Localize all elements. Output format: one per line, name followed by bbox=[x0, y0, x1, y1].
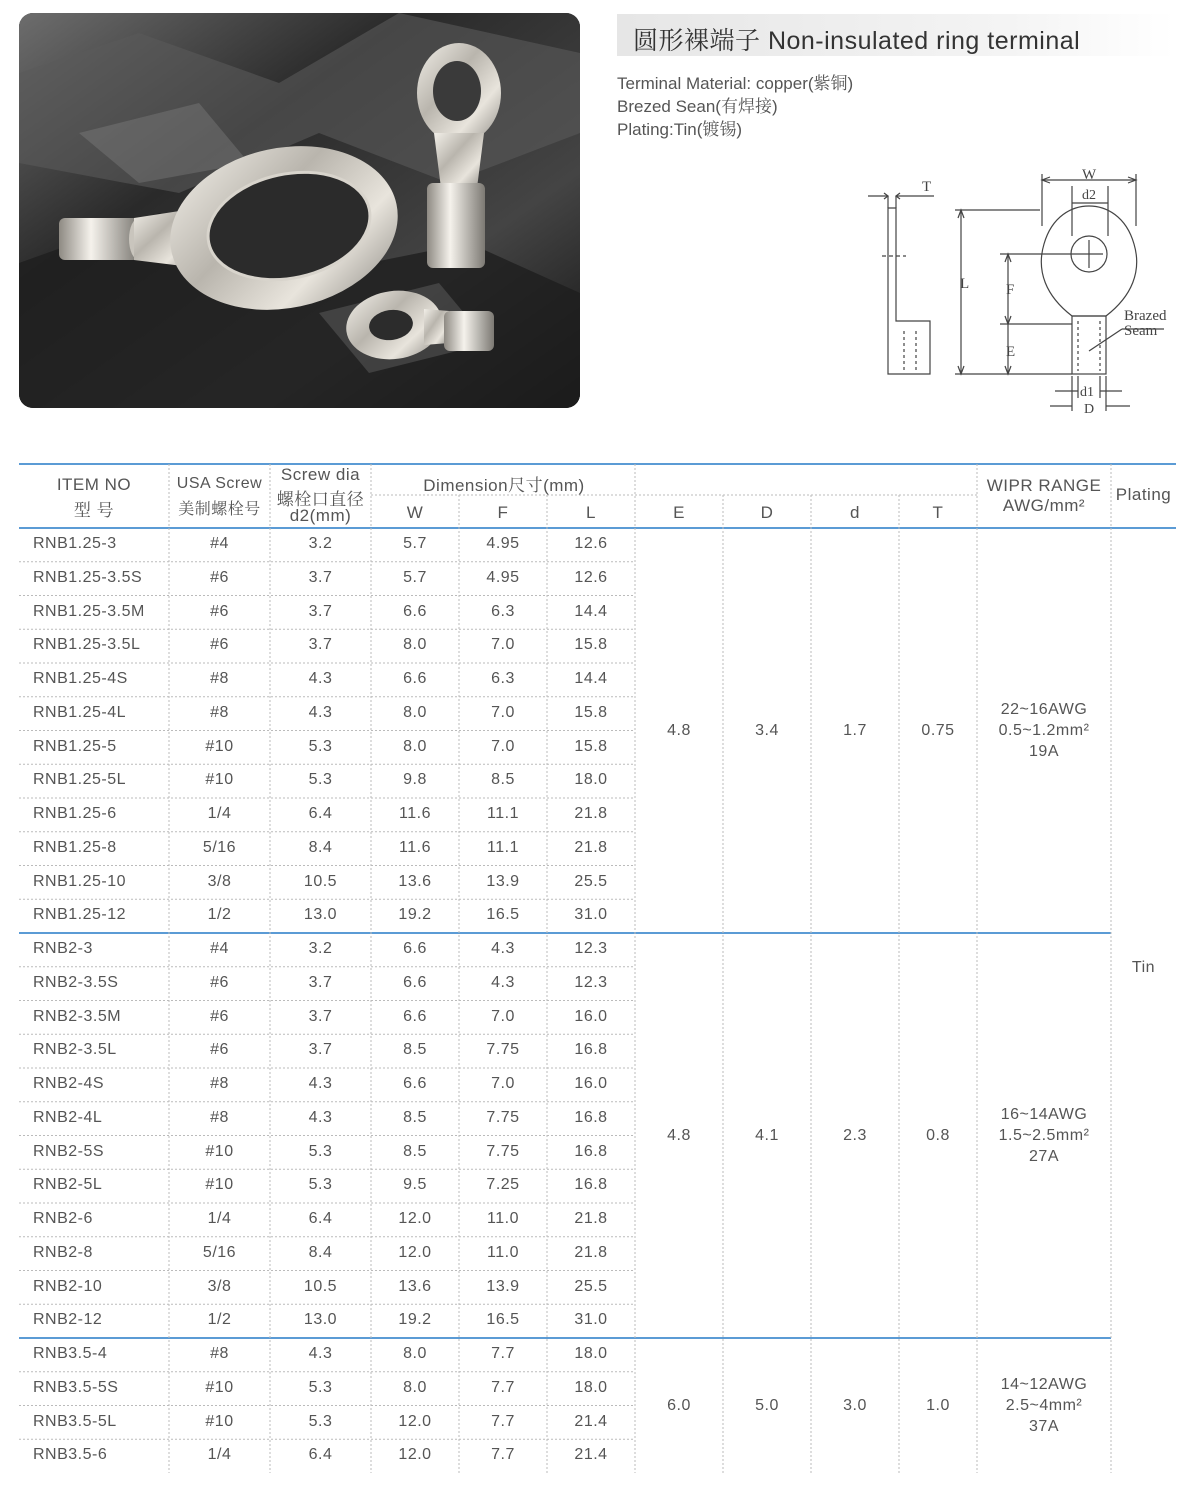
cell-usa-screw: #8 bbox=[210, 1108, 229, 1126]
product-photo bbox=[19, 13, 580, 408]
cell-dim-F: 4.95 bbox=[486, 535, 520, 552]
cell-dim-W: 6.6 bbox=[403, 973, 427, 991]
cell-item-no: RNB3.5-5S bbox=[33, 1378, 119, 1396]
cell-dim-F: 11.1 bbox=[487, 838, 519, 856]
label-E: E bbox=[1006, 344, 1016, 360]
cell-dim-W: 11.6 bbox=[399, 838, 431, 856]
spec-seam: Brezed Sean(有焊接) bbox=[617, 97, 778, 116]
cell-dim-L: 15.8 bbox=[574, 636, 608, 654]
cell-dim-L: 16.8 bbox=[574, 1108, 608, 1126]
cell-item-no: RNB2-8 bbox=[33, 1243, 93, 1261]
cell-dim-L: 25.5 bbox=[574, 1277, 608, 1295]
cell-dim-W: 9.8 bbox=[403, 771, 427, 789]
cell-screw-dia: 5.3 bbox=[308, 1176, 333, 1194]
cell-item-no: RNB3.5-5L bbox=[33, 1412, 117, 1430]
group-wire-amp: 37A bbox=[1029, 1417, 1059, 1435]
cell-usa-screw: #4 bbox=[210, 535, 229, 552]
cell-dim-W: 11.6 bbox=[399, 805, 431, 822]
group-D: 3.4 bbox=[755, 721, 779, 739]
cell-screw-dia: 13.0 bbox=[303, 1311, 338, 1329]
cell-item-no: RNB2-3.5L bbox=[33, 1041, 117, 1059]
header-dimension: Dimension尺寸(mm) bbox=[423, 476, 585, 495]
cell-item-no: RNB3.5-4 bbox=[33, 1345, 108, 1362]
header-wipr-unit: AWG/mm² bbox=[1002, 496, 1086, 515]
header-T: T bbox=[932, 503, 944, 522]
dimension-diagram bbox=[860, 166, 1185, 426]
group-d: 3.0 bbox=[843, 1396, 867, 1414]
cell-screw-dia: 4.3 bbox=[308, 703, 333, 721]
cell-usa-screw: 1/2 bbox=[207, 906, 232, 924]
cell-dim-F: 7.25 bbox=[486, 1176, 520, 1194]
cell-usa-screw: #10 bbox=[205, 1412, 234, 1430]
cell-dim-L: 21.8 bbox=[574, 838, 608, 856]
cell-dim-L: 14.4 bbox=[574, 602, 608, 620]
group-E: 6.0 bbox=[667, 1396, 691, 1414]
cell-usa-screw: #6 bbox=[210, 568, 229, 586]
header-item-no-cn: 型 号 bbox=[73, 501, 115, 520]
cell-screw-dia: 3.2 bbox=[308, 535, 333, 552]
cell-usa-screw: #8 bbox=[210, 703, 229, 721]
cell-dim-F: 7.75 bbox=[486, 1142, 520, 1160]
cell-screw-dia: 3.7 bbox=[308, 973, 333, 991]
header-F: F bbox=[497, 503, 509, 522]
cell-item-no: RNB1.25-3 bbox=[33, 535, 117, 552]
cell-usa-screw: #6 bbox=[210, 1007, 229, 1025]
header-W: W bbox=[406, 503, 424, 522]
cell-item-no: RNB2-5S bbox=[33, 1142, 105, 1160]
cell-dim-W: 8.0 bbox=[403, 1378, 427, 1396]
cell-dim-W: 8.0 bbox=[403, 636, 427, 654]
cell-dim-W: 8.0 bbox=[403, 1345, 427, 1362]
cell-usa-screw: 3/8 bbox=[207, 1277, 232, 1295]
cell-item-no: RNB2-3.5S bbox=[33, 973, 119, 991]
cell-usa-screw: #10 bbox=[205, 1378, 234, 1396]
cell-usa-screw: #8 bbox=[210, 1345, 229, 1362]
cell-dim-L: 18.0 bbox=[574, 771, 608, 789]
label-D: D bbox=[1084, 402, 1095, 417]
cell-item-no: RNB2-3.5M bbox=[33, 1007, 122, 1025]
cell-item-no: RNB1.25-5 bbox=[33, 737, 117, 755]
cell-dim-W: 19.2 bbox=[398, 1311, 432, 1329]
cell-dim-L: 21.8 bbox=[574, 1210, 608, 1227]
group-wire-awg: 16~14AWG bbox=[1000, 1105, 1088, 1123]
group-T: 0.75 bbox=[921, 721, 955, 739]
cell-screw-dia: 8.4 bbox=[308, 838, 333, 856]
cell-dim-W: 12.0 bbox=[398, 1412, 432, 1430]
cell-dim-W: 6.6 bbox=[403, 1007, 427, 1025]
cell-dim-L: 21.8 bbox=[574, 805, 608, 822]
cell-item-no: RNB1.25-3.5M bbox=[33, 602, 145, 620]
cell-screw-dia: 4.3 bbox=[308, 1075, 333, 1092]
title-bar bbox=[617, 14, 1175, 56]
cell-screw-dia: 6.4 bbox=[308, 1446, 333, 1464]
page-title: 圆形裸端子 Non-insulated ring terminal bbox=[633, 27, 1081, 55]
cell-dim-F: 8.5 bbox=[491, 771, 515, 789]
group-E: 4.8 bbox=[667, 1126, 691, 1144]
cell-item-no: RNB2-3 bbox=[33, 940, 93, 957]
header-d: d bbox=[850, 503, 860, 522]
group-T: 0.8 bbox=[926, 1126, 950, 1144]
label-L: L bbox=[960, 276, 970, 292]
cell-dim-L: 18.0 bbox=[574, 1378, 608, 1396]
cell-dim-W: 8.5 bbox=[403, 1108, 427, 1126]
header-plating: Plating bbox=[1115, 485, 1172, 504]
group-d: 2.3 bbox=[843, 1126, 867, 1144]
cell-screw-dia: 5.3 bbox=[308, 1378, 333, 1396]
cell-dim-L: 16.0 bbox=[574, 1075, 608, 1092]
cell-item-no: RNB1.25-8 bbox=[33, 838, 117, 856]
cell-item-no: RNB1.25-5L bbox=[33, 771, 127, 789]
cell-dim-L: 14.4 bbox=[574, 670, 608, 687]
cell-dim-L: 15.8 bbox=[574, 703, 608, 721]
cell-dim-F: 4.3 bbox=[491, 973, 515, 991]
cell-dim-F: 7.7 bbox=[491, 1412, 515, 1430]
cell-item-no: RNB2-4L bbox=[33, 1108, 103, 1126]
cell-dim-L: 16.0 bbox=[574, 1007, 608, 1025]
cell-dim-L: 21.4 bbox=[574, 1446, 608, 1464]
label-seam: Seam bbox=[1124, 323, 1158, 339]
cell-dim-L: 12.6 bbox=[574, 535, 608, 552]
cell-usa-screw: 1/2 bbox=[207, 1311, 232, 1329]
cell-item-no: RNB1.25-12 bbox=[33, 906, 127, 924]
header-screw-dia-cn: 螺栓口直径 bbox=[276, 490, 365, 509]
cell-dim-W: 5.7 bbox=[403, 535, 427, 552]
cell-dim-L: 16.8 bbox=[574, 1041, 608, 1059]
cell-screw-dia: 6.4 bbox=[308, 1210, 333, 1227]
cell-dim-F: 7.0 bbox=[491, 636, 515, 654]
cell-dim-L: 18.0 bbox=[574, 1345, 608, 1362]
cell-dim-W: 6.6 bbox=[403, 602, 427, 620]
cell-screw-dia: 3.7 bbox=[308, 568, 333, 586]
cell-usa-screw: #10 bbox=[205, 737, 234, 755]
cell-dim-F: 7.7 bbox=[491, 1345, 515, 1362]
label-d1: d1 bbox=[1080, 385, 1094, 400]
cell-usa-screw: #10 bbox=[205, 771, 234, 789]
cell-dim-L: 16.8 bbox=[574, 1176, 608, 1194]
cell-usa-screw: 3/8 bbox=[207, 872, 232, 890]
cell-item-no: RNB1.25-3.5L bbox=[33, 636, 141, 654]
ring-terminals-image bbox=[19, 13, 580, 408]
label-brazed: Brazed bbox=[1124, 308, 1167, 324]
cell-dim-L: 12.6 bbox=[574, 568, 608, 586]
cell-usa-screw: #10 bbox=[205, 1142, 234, 1160]
cell-dim-F: 7.7 bbox=[491, 1378, 515, 1396]
cell-dim-F: 7.0 bbox=[491, 703, 515, 721]
cell-dim-L: 21.8 bbox=[574, 1243, 608, 1261]
cell-dim-W: 9.5 bbox=[403, 1176, 427, 1194]
cell-dim-W: 6.6 bbox=[403, 670, 427, 687]
cell-dim-F: 16.5 bbox=[486, 906, 520, 924]
cell-screw-dia: 3.7 bbox=[308, 636, 333, 654]
header-usa-screw: USA Screw bbox=[176, 475, 263, 492]
cell-dim-F: 11.0 bbox=[487, 1210, 519, 1227]
cell-dim-F: 7.0 bbox=[491, 737, 515, 755]
cell-dim-W: 8.5 bbox=[403, 1142, 427, 1160]
header-usa-screw-cn: 美制螺栓号 bbox=[178, 501, 261, 518]
group-T: 1.0 bbox=[926, 1396, 950, 1414]
group-D: 4.1 bbox=[755, 1126, 779, 1144]
cell-screw-dia: 4.3 bbox=[308, 1108, 333, 1126]
cell-dim-L: 25.5 bbox=[574, 872, 608, 890]
cell-screw-dia: 6.4 bbox=[308, 805, 333, 822]
group-D: 5.0 bbox=[755, 1396, 779, 1414]
cell-dim-W: 5.7 bbox=[403, 568, 427, 586]
cell-dim-F: 4.95 bbox=[486, 568, 520, 586]
group-wire-mm: 1.5~2.5mm² bbox=[998, 1126, 1090, 1144]
group-wire-amp: 27A bbox=[1029, 1147, 1059, 1165]
cell-dim-L: 31.0 bbox=[574, 1311, 608, 1329]
cell-screw-dia: 3.7 bbox=[308, 1007, 333, 1025]
cell-screw-dia: 4.3 bbox=[308, 670, 333, 687]
cell-usa-screw: #8 bbox=[210, 1075, 229, 1092]
group-E: 4.8 bbox=[667, 721, 691, 739]
cell-dim-F: 16.5 bbox=[486, 1311, 520, 1329]
cell-dim-F: 13.9 bbox=[486, 872, 520, 890]
label-d2: d2 bbox=[1082, 188, 1096, 203]
cell-screw-dia: 5.3 bbox=[308, 1412, 333, 1430]
header-D: D bbox=[760, 503, 774, 522]
cell-item-no: RNB2-6 bbox=[33, 1210, 93, 1227]
group-wire-mm: 0.5~1.2mm² bbox=[998, 721, 1090, 739]
cell-screw-dia: 3.7 bbox=[308, 1041, 333, 1059]
group-wire-mm: 2.5~4mm² bbox=[1005, 1396, 1083, 1414]
label-W: W bbox=[1082, 167, 1097, 183]
cell-usa-screw: #8 bbox=[210, 670, 229, 687]
cell-screw-dia: 10.5 bbox=[303, 872, 338, 890]
cell-item-no: RNB2-10 bbox=[33, 1277, 103, 1295]
cell-usa-screw: #6 bbox=[210, 973, 229, 991]
cell-item-no: RNB1.25-6 bbox=[33, 805, 117, 822]
cell-usa-screw: #6 bbox=[210, 636, 229, 654]
cell-usa-screw: 1/4 bbox=[207, 805, 232, 822]
cell-dim-F: 11.1 bbox=[487, 805, 519, 822]
group-wire-amp: 19A bbox=[1029, 742, 1059, 760]
cell-dim-L: 12.3 bbox=[574, 940, 608, 957]
header-screw-dia: Screw dia bbox=[280, 465, 361, 484]
cell-dim-W: 19.2 bbox=[398, 906, 432, 924]
cell-dim-F: 6.3 bbox=[491, 670, 515, 687]
cell-dim-F: 13.9 bbox=[486, 1277, 520, 1295]
header-E: E bbox=[673, 503, 685, 522]
label-T: T bbox=[922, 179, 932, 195]
cell-item-no: RNB2-12 bbox=[33, 1311, 103, 1329]
cell-item-no: RNB1.25-10 bbox=[33, 872, 127, 890]
group-wire-awg: 22~16AWG bbox=[1000, 700, 1088, 718]
cell-dim-L: 15.8 bbox=[574, 737, 608, 755]
cell-usa-screw: 5/16 bbox=[202, 838, 237, 856]
cell-dim-F: 4.3 bbox=[491, 940, 515, 957]
cell-screw-dia: 5.3 bbox=[308, 737, 333, 755]
cell-dim-W: 8.0 bbox=[403, 737, 427, 755]
cell-screw-dia: 13.0 bbox=[303, 906, 338, 924]
cell-dim-W: 6.6 bbox=[403, 1075, 427, 1092]
label-F: F bbox=[1006, 282, 1015, 298]
cell-dim-W: 12.0 bbox=[398, 1210, 432, 1227]
header-screw-dia-unit: d2(mm) bbox=[289, 506, 352, 525]
group-wire-awg: 14~12AWG bbox=[1000, 1375, 1088, 1393]
header-wipr: WIPR RANGE bbox=[986, 476, 1102, 495]
cell-screw-dia: 8.4 bbox=[308, 1243, 333, 1261]
cell-dim-W: 12.0 bbox=[398, 1243, 432, 1261]
header-L: L bbox=[586, 503, 596, 522]
cell-dim-F: 7.75 bbox=[486, 1108, 520, 1126]
cell-item-no: RNB1.25-4S bbox=[33, 670, 128, 687]
cell-screw-dia: 3.7 bbox=[308, 602, 333, 620]
cell-usa-screw: #10 bbox=[205, 1176, 234, 1194]
spec-material: Terminal Material: copper(紫铜) bbox=[617, 74, 854, 93]
cell-dim-W: 12.0 bbox=[398, 1446, 432, 1464]
specs-block bbox=[617, 72, 853, 141]
cell-dim-L: 16.8 bbox=[574, 1142, 608, 1160]
cell-dim-F: 7.0 bbox=[491, 1007, 515, 1025]
cell-dim-W: 8.0 bbox=[403, 703, 427, 721]
cell-screw-dia: 3.2 bbox=[308, 940, 333, 957]
cell-dim-L: 21.4 bbox=[574, 1412, 608, 1430]
spec-plating: Plating:Tin(镀锡) bbox=[617, 120, 743, 139]
cell-usa-screw: 1/4 bbox=[207, 1446, 232, 1464]
cell-item-no: RNB1.25-4L bbox=[33, 703, 127, 721]
cell-dim-W: 13.6 bbox=[398, 1277, 432, 1295]
cell-dim-L: 31.0 bbox=[574, 906, 608, 924]
cell-dim-W: 6.6 bbox=[403, 940, 427, 957]
cell-screw-dia: 5.3 bbox=[308, 1142, 333, 1160]
cell-usa-screw: 5/16 bbox=[202, 1243, 237, 1261]
cell-usa-screw: #6 bbox=[210, 602, 229, 620]
plating-value: Tin bbox=[1131, 959, 1156, 976]
cell-dim-L: 12.3 bbox=[574, 973, 608, 991]
header-item-no: ITEM NO bbox=[56, 475, 132, 494]
cell-item-no: RNB1.25-3.5S bbox=[33, 568, 143, 586]
cell-dim-F: 7.75 bbox=[486, 1041, 520, 1059]
cell-usa-screw: 1/4 bbox=[207, 1210, 232, 1227]
cell-dim-F: 7.7 bbox=[491, 1446, 515, 1464]
spec-table bbox=[19, 463, 1176, 1473]
cell-dim-W: 8.5 bbox=[403, 1041, 427, 1059]
cell-usa-screw: #4 bbox=[210, 940, 229, 957]
cell-usa-screw: #6 bbox=[210, 1041, 229, 1059]
cell-item-no: RNB2-4S bbox=[33, 1075, 105, 1092]
cell-dim-W: 13.6 bbox=[398, 872, 432, 890]
cell-screw-dia: 4.3 bbox=[308, 1345, 333, 1362]
cell-dim-F: 6.3 bbox=[491, 602, 515, 620]
cell-dim-F: 7.0 bbox=[491, 1075, 515, 1092]
cell-dim-F: 11.0 bbox=[487, 1243, 519, 1261]
cell-screw-dia: 5.3 bbox=[308, 771, 333, 789]
cell-item-no: RNB3.5-6 bbox=[33, 1446, 108, 1464]
cell-screw-dia: 10.5 bbox=[303, 1277, 338, 1295]
group-d: 1.7 bbox=[843, 721, 867, 739]
cell-item-no: RNB2-5L bbox=[33, 1176, 103, 1194]
